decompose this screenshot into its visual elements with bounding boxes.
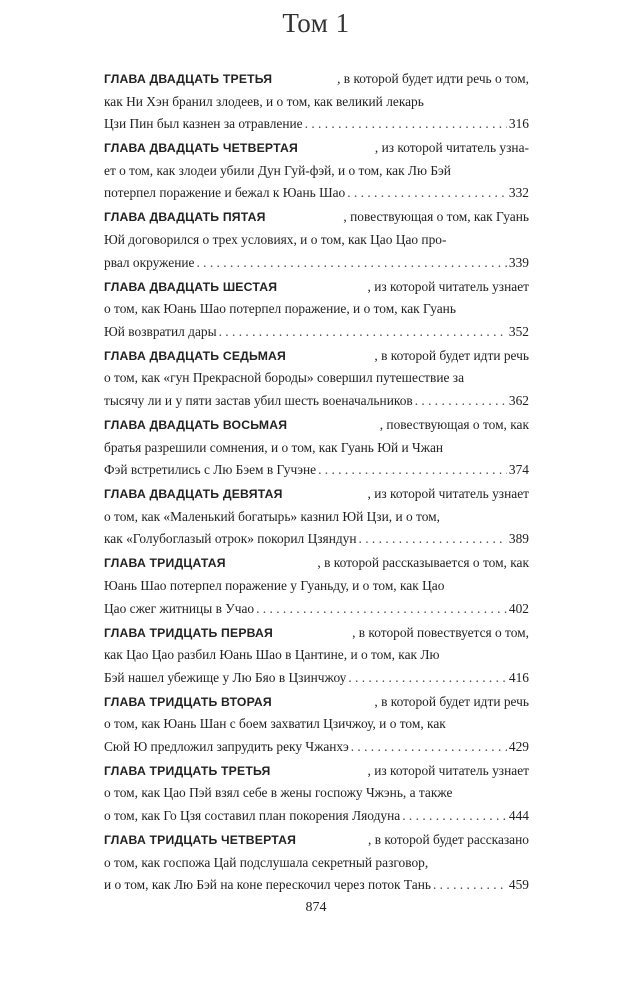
entry-line-2 (104, 298, 529, 321)
chapter-heading: ГЛАВА ТРИДЦАТЬ ВТОРАЯ (104, 694, 272, 709)
entry-line-3 (104, 113, 529, 136)
entry-line-1 (104, 276, 529, 299)
entry-line-3 (104, 805, 529, 828)
toc-entry[interactable] (104, 552, 529, 621)
entry-text: Цао сжег житницы в Учао (104, 600, 255, 616)
entry-page-number: 459 (508, 877, 529, 893)
entry-line-1 (104, 483, 529, 506)
entry-text: , из которой читатель узна- (374, 140, 529, 156)
toc-entry[interactable] (104, 483, 529, 552)
chapter-heading: ГЛАВА ТРИДЦАТЬ ПЕРВАЯ (104, 625, 274, 640)
entry-line-3 (104, 390, 529, 413)
entry-line-2 (104, 367, 529, 390)
toc-entry[interactable] (104, 345, 529, 414)
entry-line-2 (104, 437, 529, 460)
dot-leader (305, 113, 507, 136)
dot-leader (256, 598, 507, 621)
entry-text: о том, как «Маленький богатырь» казнил Юй Цзи, и о том, (104, 508, 440, 524)
entry-page-number: 332 (508, 185, 529, 201)
entry-line-3 (104, 252, 529, 275)
entry-text: , из которой читатель узнает (367, 762, 529, 778)
entry-line-1 (104, 345, 529, 368)
toc-entry[interactable] (104, 68, 529, 137)
entry-line-2 (104, 644, 529, 667)
entry-line-1 (104, 552, 529, 575)
entry-text: о том, как госпожа Цай подслушала секретный разговор, (104, 854, 429, 870)
dot-leader (402, 805, 507, 828)
dot-leader (351, 736, 507, 759)
entry-line-2 (104, 229, 529, 252)
entry-line-1 (104, 829, 529, 852)
chapter-heading: ГЛАВА ДВАДЦАТЬ ВОСЬМАЯ (104, 417, 288, 432)
toc-entry[interactable] (104, 829, 529, 898)
entry-line-3 (104, 667, 529, 690)
entry-line-1 (104, 206, 529, 229)
entry-line-3 (104, 736, 529, 759)
entry-line-1 (104, 622, 529, 645)
toc-entry[interactable] (104, 760, 529, 829)
entry-line-3 (104, 874, 529, 897)
chapter-heading: ГЛАВА ТРИДЦАТЬ ЧЕТВЕРТАЯ (104, 833, 297, 848)
entry-line-2 (104, 91, 529, 114)
entry-line-2 (104, 713, 529, 736)
entry-page-number: 389 (508, 531, 529, 547)
entry-page-number: 429 (508, 738, 529, 754)
entry-page-number: 362 (508, 392, 529, 408)
entry-text: , в которой будет идти речь (374, 693, 529, 709)
chapter-heading: ГЛАВА ДВАДЦАТЬ ДЕВЯТАЯ (104, 487, 283, 502)
toc-entry[interactable] (104, 622, 529, 691)
chapter-heading: ГЛАВА ДВАДЦАТЬ ШЕСТАЯ (104, 279, 278, 294)
entry-text: , в которой будет идти речь (374, 347, 529, 363)
entry-text: о том, как «гун Прекрасной бороды» совершил путешествие за (104, 370, 465, 386)
dot-leader (348, 667, 507, 690)
entry-text: Фэй встретились с Лю Бэем в Гучэне (104, 462, 317, 478)
entry-page-number: 339 (508, 254, 529, 270)
entry-page-number: 416 (508, 669, 529, 685)
toc-entry[interactable] (104, 137, 529, 206)
entry-line-3 (104, 598, 529, 621)
entry-text: Цзи Пин был казнен за отравление (104, 116, 303, 132)
entry-text: , из которой читатель узнает (367, 486, 529, 502)
entry-text: Юань Шао потерпел поражение у Гуаньду, и о том, как Цао (104, 577, 445, 593)
toc-entry[interactable] (104, 414, 529, 483)
entry-line-2 (104, 160, 529, 183)
chapter-heading: ГЛАВА ДВАДЦАТЬ ЧЕТВЕРТАЯ (104, 141, 298, 156)
entry-text: Сюй Ю предложил запрудить реку Чжанхэ (104, 738, 349, 754)
entry-text: , из которой читатель узнает (367, 278, 529, 294)
chapter-heading: ГЛАВА ДВАДЦАТЬ СЕДЬМАЯ (104, 348, 287, 363)
entry-text: и о том, как Лю Бэй на коне перескочил через поток Тань (104, 877, 431, 893)
entry-page-number: 402 (508, 600, 529, 616)
dot-leader (219, 321, 507, 344)
table-of-contents (104, 68, 529, 898)
dot-leader (359, 528, 507, 551)
page-number: 874 (305, 900, 327, 915)
entry-line-2 (104, 575, 529, 598)
entry-line-2 (104, 852, 529, 875)
entry-text: , повествующая о том, как (379, 416, 529, 432)
entry-line-1 (104, 137, 529, 160)
page-title: Том 1 (282, 8, 350, 38)
entry-text: , повествующая о том, как Гуань (343, 209, 529, 225)
entry-text: о том, как Юань Шан с боем захватил Цзичжоу, и о том, как (104, 716, 446, 732)
entry-text: как Ни Хэн бранил злодеев, и о том, как великий лекарь (104, 93, 424, 109)
dot-leader (433, 874, 507, 897)
entry-text: как «Голубоглазый отрок» покорил Цзяндун (104, 531, 357, 547)
entry-text: , в которой повествуется о том, (352, 624, 529, 640)
entry-line-3 (104, 182, 529, 205)
entry-page-number: 316 (508, 116, 529, 132)
chapter-heading: ГЛАВА ТРИДЦАТАЯ (104, 556, 226, 571)
entry-text: братья разрешили сомнения, и о том, как Гуань Юй и Чжан (104, 439, 444, 455)
entry-line-1 (104, 691, 529, 714)
chapter-heading: ГЛАВА ТРИДЦАТЬ ТРЕТЬЯ (104, 763, 271, 778)
toc-entry[interactable] (104, 691, 529, 760)
entry-line-2 (104, 506, 529, 529)
entry-text: как Цао Цао разбил Юань Шао в Цантине, и о том, как Лю (104, 647, 440, 663)
entry-line-1 (104, 760, 529, 783)
entry-line-1 (104, 414, 529, 437)
entry-text: Юй договорился о трех условиях, и о том, как Цао Цао про- (104, 231, 447, 247)
dot-leader (415, 390, 507, 413)
dot-leader (347, 182, 507, 205)
entry-text: ет о том, как злодеи убили Дун Гуй-фэй, и о том, как Лю Бэй (104, 162, 451, 178)
entry-text: тысячу ли и у пяти застав убил шесть военачальников (104, 392, 413, 408)
dot-leader (196, 252, 506, 275)
entry-line-3 (104, 528, 529, 551)
toc-entry[interactable] (104, 276, 529, 345)
entry-text: , в которой рассказывается о том, как (317, 555, 529, 571)
entry-page-number: 374 (508, 462, 529, 478)
entry-text: о том, как Цао Пэй взял себе в жены госпожу Чжэнь, а также (104, 785, 453, 801)
dot-leader (318, 459, 507, 482)
entry-page-number: 352 (508, 323, 529, 339)
entry-text: о том, как Го Цзя составил план покорения Ляодуна (104, 808, 401, 824)
entry-text: рвал окружение (104, 254, 195, 270)
entry-line-3 (104, 321, 529, 344)
entry-text: о том, как Юань Шао потерпел поражение, и о том, как Гуань (104, 301, 456, 317)
chapter-heading: ГЛАВА ДВАДЦАТЬ ТРЕТЬЯ (104, 72, 273, 86)
entry-text: потерпел поражение и бежал к Юань Шао (104, 185, 346, 201)
entry-line-2 (104, 782, 529, 805)
entry-line-3 (104, 459, 529, 482)
entry-text: , в которой будет идти речь о том, (337, 71, 529, 86)
entry-line-1 (104, 68, 529, 91)
entry-text: , в которой будет рассказано (368, 832, 529, 848)
chapter-heading: ГЛАВА ДВАДЦАТЬ ПЯТАЯ (104, 210, 266, 225)
entry-page-number: 444 (508, 808, 529, 824)
entry-text: Юй возвратил дары (104, 323, 217, 339)
entry-text: Бэй нашел убежище у Лю Бяо в Цзинчжоу (104, 669, 347, 685)
toc-entry[interactable] (104, 206, 529, 275)
